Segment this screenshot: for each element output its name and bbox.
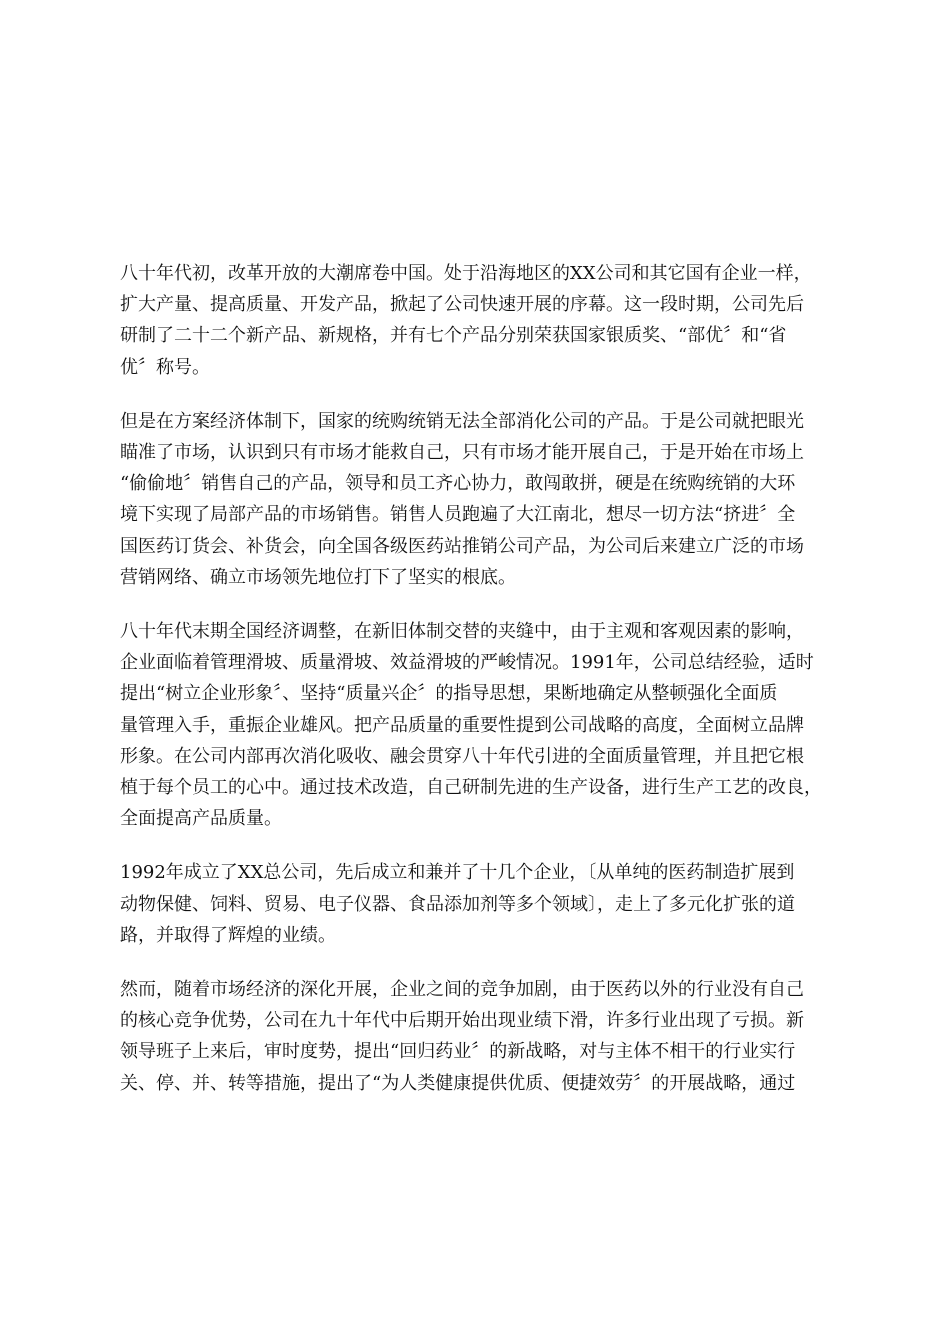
paragraph-1: 八十年代初，改革开放的大潮席卷中国。处于沿海地区的XX公司和其它国有企业一样， 扩大产量、提高质量、开发产品，掀起了公司快速开展的序幕。这一段时期，公司先后 研制了二十二个新产品、新规格，并有七个产品分别荣获国家银质奖、“部优〞和“省 优〞称号。 [120, 263, 812, 378]
paragraph-2: 但是在方案经济体制下，国家的统购统销无法全部消化公司的产品。于是公司就把眼光 瞄准了市场，认识到只有市场才能救自己，只有市场才能开展自己，于是开始在市场上 “偷偷地〞销售自己的产品，领导和员工齐心协力，敢闯敢拼，硬是在统购统销的大环 境下实现了局部产品的市场销售。销售人员跑遍了大江南北，想尽一切方法“挤进〞全 国医药订货会、补货会，向全国各级医药站推销公司产品，为公司后来建立广泛的市场 营销网络、确立市场领先地位打下了坚实的根底。 [120, 410, 804, 588]
paragraph-5: 然而，随着市场经济的深化开展，企业之间的竞争加剧，由于医药以外的行业没有自己 的核心竞争优势，公司在九十年代中后期开始出现业绩下滑，许多行业出现了亏损。新 领导班子上来后，审时度势，提出“回归药业〞的新战略，对与主体不相干的行业实行 关、停、并、转等措施，提出了“为人类健康提供优质、便捷效劳〞的开展战略，通过 [120, 979, 804, 1094]
paragraph-4: 1992年成立了XX总公司，先后成立和兼并了十几个企业，〔从单纯的医药制造扩展到 动物保健、饲料、贸易、电子仪器、食品添加剂等多个领域〕，走上了多元化扩张的道 路，并取得了辉煌的业绩。 [120, 862, 795, 946]
paragraph-3: 八十年代末期全国经济调整，在新旧体制交替的夹缝中，由于主观和客观因素的影响， 企业面临着管理滑坡、质量滑坡、效益滑坡的严峻情况。1991年，公司总结经验，适时 提出“树立企业形象〞、坚持“质量兴企〞的指导思想，果断地确定从整顿强化全面质 量管理入手，重振企业雄风。把产品质量的重要性提到公司战略的高度，全面树立品牌 形象。在公司内部再次消化吸收、融会贯穿八十年代引进的全面质量管理，并且把它根 植于每个员工的心中。通过技术改造，自己研制先进的生产设备，进行生产工艺的改良， 全面提高产品质量。 [120, 621, 822, 830]
document-body [120, 258, 832, 1122]
